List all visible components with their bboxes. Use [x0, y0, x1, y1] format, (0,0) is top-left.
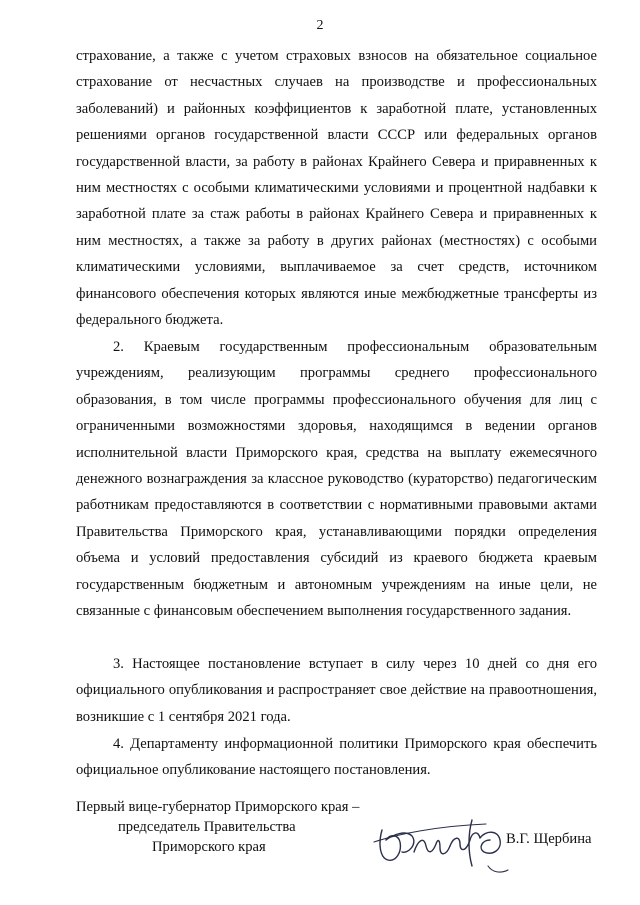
paragraph-3: [76, 651, 597, 730]
page-number: 2: [316, 18, 324, 33]
paragraph-3-text: 3. Настоящее постановление вступает в силу через 10 дней со дня его официального опубликования и распространяет свое действие на правоотношения, возникшие с 1 сентября 2021 года.: [76, 656, 597, 725]
paragraph-2-text: 2. Краевым государственным профессиональным образовательным учреждениям, реализующим программы среднего профессионального образования, в том числе программы профессионального обучения для лиц с ограниченными возможностями здоровья, находящимся в ведении органов исполнительной власти Приморского края, средства на выплату ежемесячного денежного вознаграждения за классное руководство (кураторство) педагогическим работникам предоставляются в соответствии с нормативными правовыми актами Правительства Приморского края, устанавливающими порядки определения объема и условий предоставления субсидий из краевого бюджета краевым государственным бюджетным и автономным учреждениям на иные цели, не связанные с финансовым обеспечением выполнения государственного задания.: [76, 339, 597, 620]
paragraph-1: [76, 43, 597, 333]
signatory-title-line1: Первый вице-губернатор Приморского края –: [76, 799, 360, 815]
signatory-title-line3: Приморского края: [152, 839, 266, 855]
paragraph-1-text: страхование, а также с учетом страховых взносов на обязательное социальное страхование от несчастных случаев на производстве и профессиональных заболеваний) и районных коэффициентов к заработной плате, установленных решениями органов государственной власти СССР или федеральных органов государственной власти, за работу в районах Крайнего Севера и приравненных к ним местностях с особыми климатическими условиями и процентной надбавки к заработной плате за стаж работы в районах Крайнего Севера и приравненных к ним местностях, а также за работу в других районах (местностях) с особыми климатическими условиями, выплачиваемое за счет средств, источником финансового обеспечения которых являются иные межбюджетные трансферты из федерального бюджета.: [76, 48, 597, 329]
signatory-title-line2: председатель Правительства: [118, 819, 296, 835]
paragraph-2: [76, 334, 597, 624]
signatory-name: В.Г. Щербина: [506, 831, 592, 847]
handwritten-signature: [368, 800, 518, 880]
paragraph-4: [76, 731, 597, 784]
paragraph-4-text: 4. Департаменту информационной политики Приморского края обеспечить официальное опубликование настоящего постановления.: [76, 736, 597, 779]
